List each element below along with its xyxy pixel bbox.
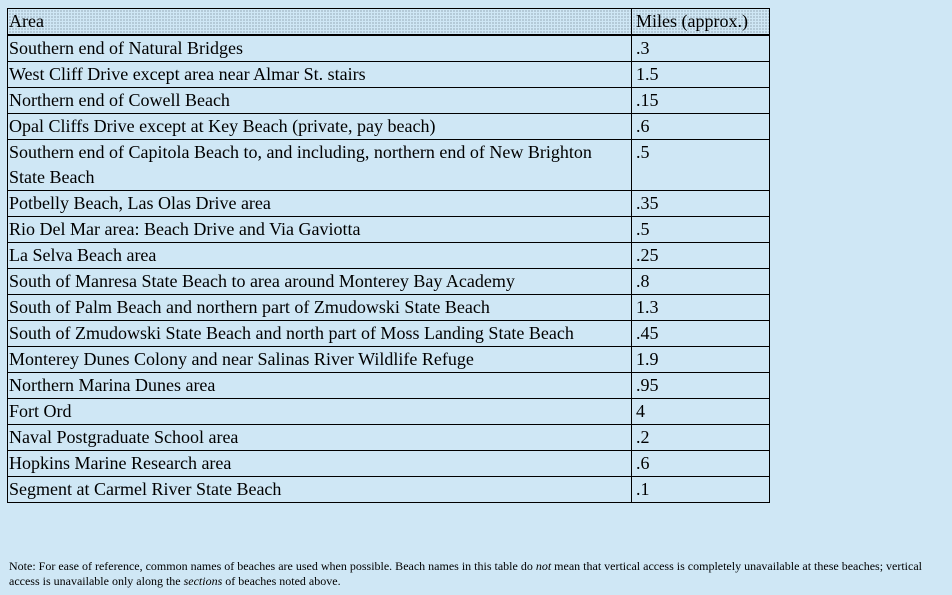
miles-cell: .8 <box>632 269 770 295</box>
miles-cell: .5 <box>632 217 770 243</box>
table-header-row <box>8 9 770 36</box>
table-row <box>8 295 770 321</box>
table-row <box>8 217 770 243</box>
table-row <box>8 35 770 62</box>
table-row <box>8 191 770 217</box>
note-emphasis-not: not <box>535 559 552 573</box>
header-miles: Miles (approx.) <box>632 9 770 36</box>
table-row <box>8 373 770 399</box>
table-row <box>8 477 770 503</box>
area-cell: South of Zmudowski State Beach and north part of Moss Landing State Beach <box>8 321 632 347</box>
area-cell: Southern end of Natural Bridges <box>8 35 632 62</box>
miles-cell: .6 <box>632 451 770 477</box>
area-cell: Opal Cliffs Drive except at Key Beach (private, pay beach) <box>8 114 632 140</box>
area-cell: Hopkins Marine Research area <box>8 451 632 477</box>
area-cell: La Selva Beach area <box>8 243 632 269</box>
table-row <box>8 114 770 140</box>
table-row <box>8 425 770 451</box>
area-cell: West Cliff Drive except area near Almar St. stairs <box>8 62 632 88</box>
table-body <box>8 35 770 503</box>
table-row <box>8 88 770 114</box>
note-text-1: Note: For ease of reference, common names of beaches are used when possible. Beach names in this table do <box>9 559 536 573</box>
miles-cell: .6 <box>632 114 770 140</box>
miles-cell: 1.5 <box>632 62 770 88</box>
table-footnote <box>9 559 949 589</box>
area-cell: South of Manresa State Beach to area around Monterey Bay Academy <box>8 269 632 295</box>
area-cell: Potbelly Beach, Las Olas Drive area <box>8 191 632 217</box>
note-text-3: of beaches noted above. <box>222 574 341 588</box>
area-cell: Southern end of Capitola Beach to, and including, northern end of New Brighton State Beach <box>8 140 632 191</box>
header-area: Area <box>8 9 632 36</box>
miles-cell: .35 <box>632 191 770 217</box>
area-cell: Monterey Dunes Colony and near Salinas River Wildlife Refuge <box>8 347 632 373</box>
miles-cell: .3 <box>632 35 770 62</box>
miles-cell: .1 <box>632 477 770 503</box>
miles-cell: 4 <box>632 399 770 425</box>
miles-cell: .2 <box>632 425 770 451</box>
area-cell: Fort Ord <box>8 399 632 425</box>
area-cell: Rio Del Mar area: Beach Drive and Via Gaviotta <box>8 217 632 243</box>
area-cell: South of Palm Beach and northern part of Zmudowski State Beach <box>8 295 632 321</box>
miles-cell: .5 <box>632 140 770 191</box>
miles-cell: 1.9 <box>632 347 770 373</box>
miles-cell: 1.3 <box>632 295 770 321</box>
beach-access-table <box>7 8 770 503</box>
table-row <box>8 347 770 373</box>
note-emphasis-sections: sections <box>183 574 223 588</box>
miles-cell: .15 <box>632 88 770 114</box>
table-row <box>8 243 770 269</box>
table-row <box>8 269 770 295</box>
table-row <box>8 140 770 191</box>
table-row <box>8 321 770 347</box>
area-cell: Northern end of Cowell Beach <box>8 88 632 114</box>
note-text-2: mean that vertical access is completely unavailable at these beaches; vertical access is unavailable only along the <box>9 559 922 588</box>
miles-cell: .95 <box>632 373 770 399</box>
area-cell: Northern Marina Dunes area <box>8 373 632 399</box>
miles-cell: .45 <box>632 321 770 347</box>
area-cell: Segment at Carmel River State Beach <box>8 477 632 503</box>
miles-cell: .25 <box>632 243 770 269</box>
table-row <box>8 399 770 425</box>
table-row <box>8 451 770 477</box>
area-cell: Naval Postgraduate School area <box>8 425 632 451</box>
table-row <box>8 62 770 88</box>
